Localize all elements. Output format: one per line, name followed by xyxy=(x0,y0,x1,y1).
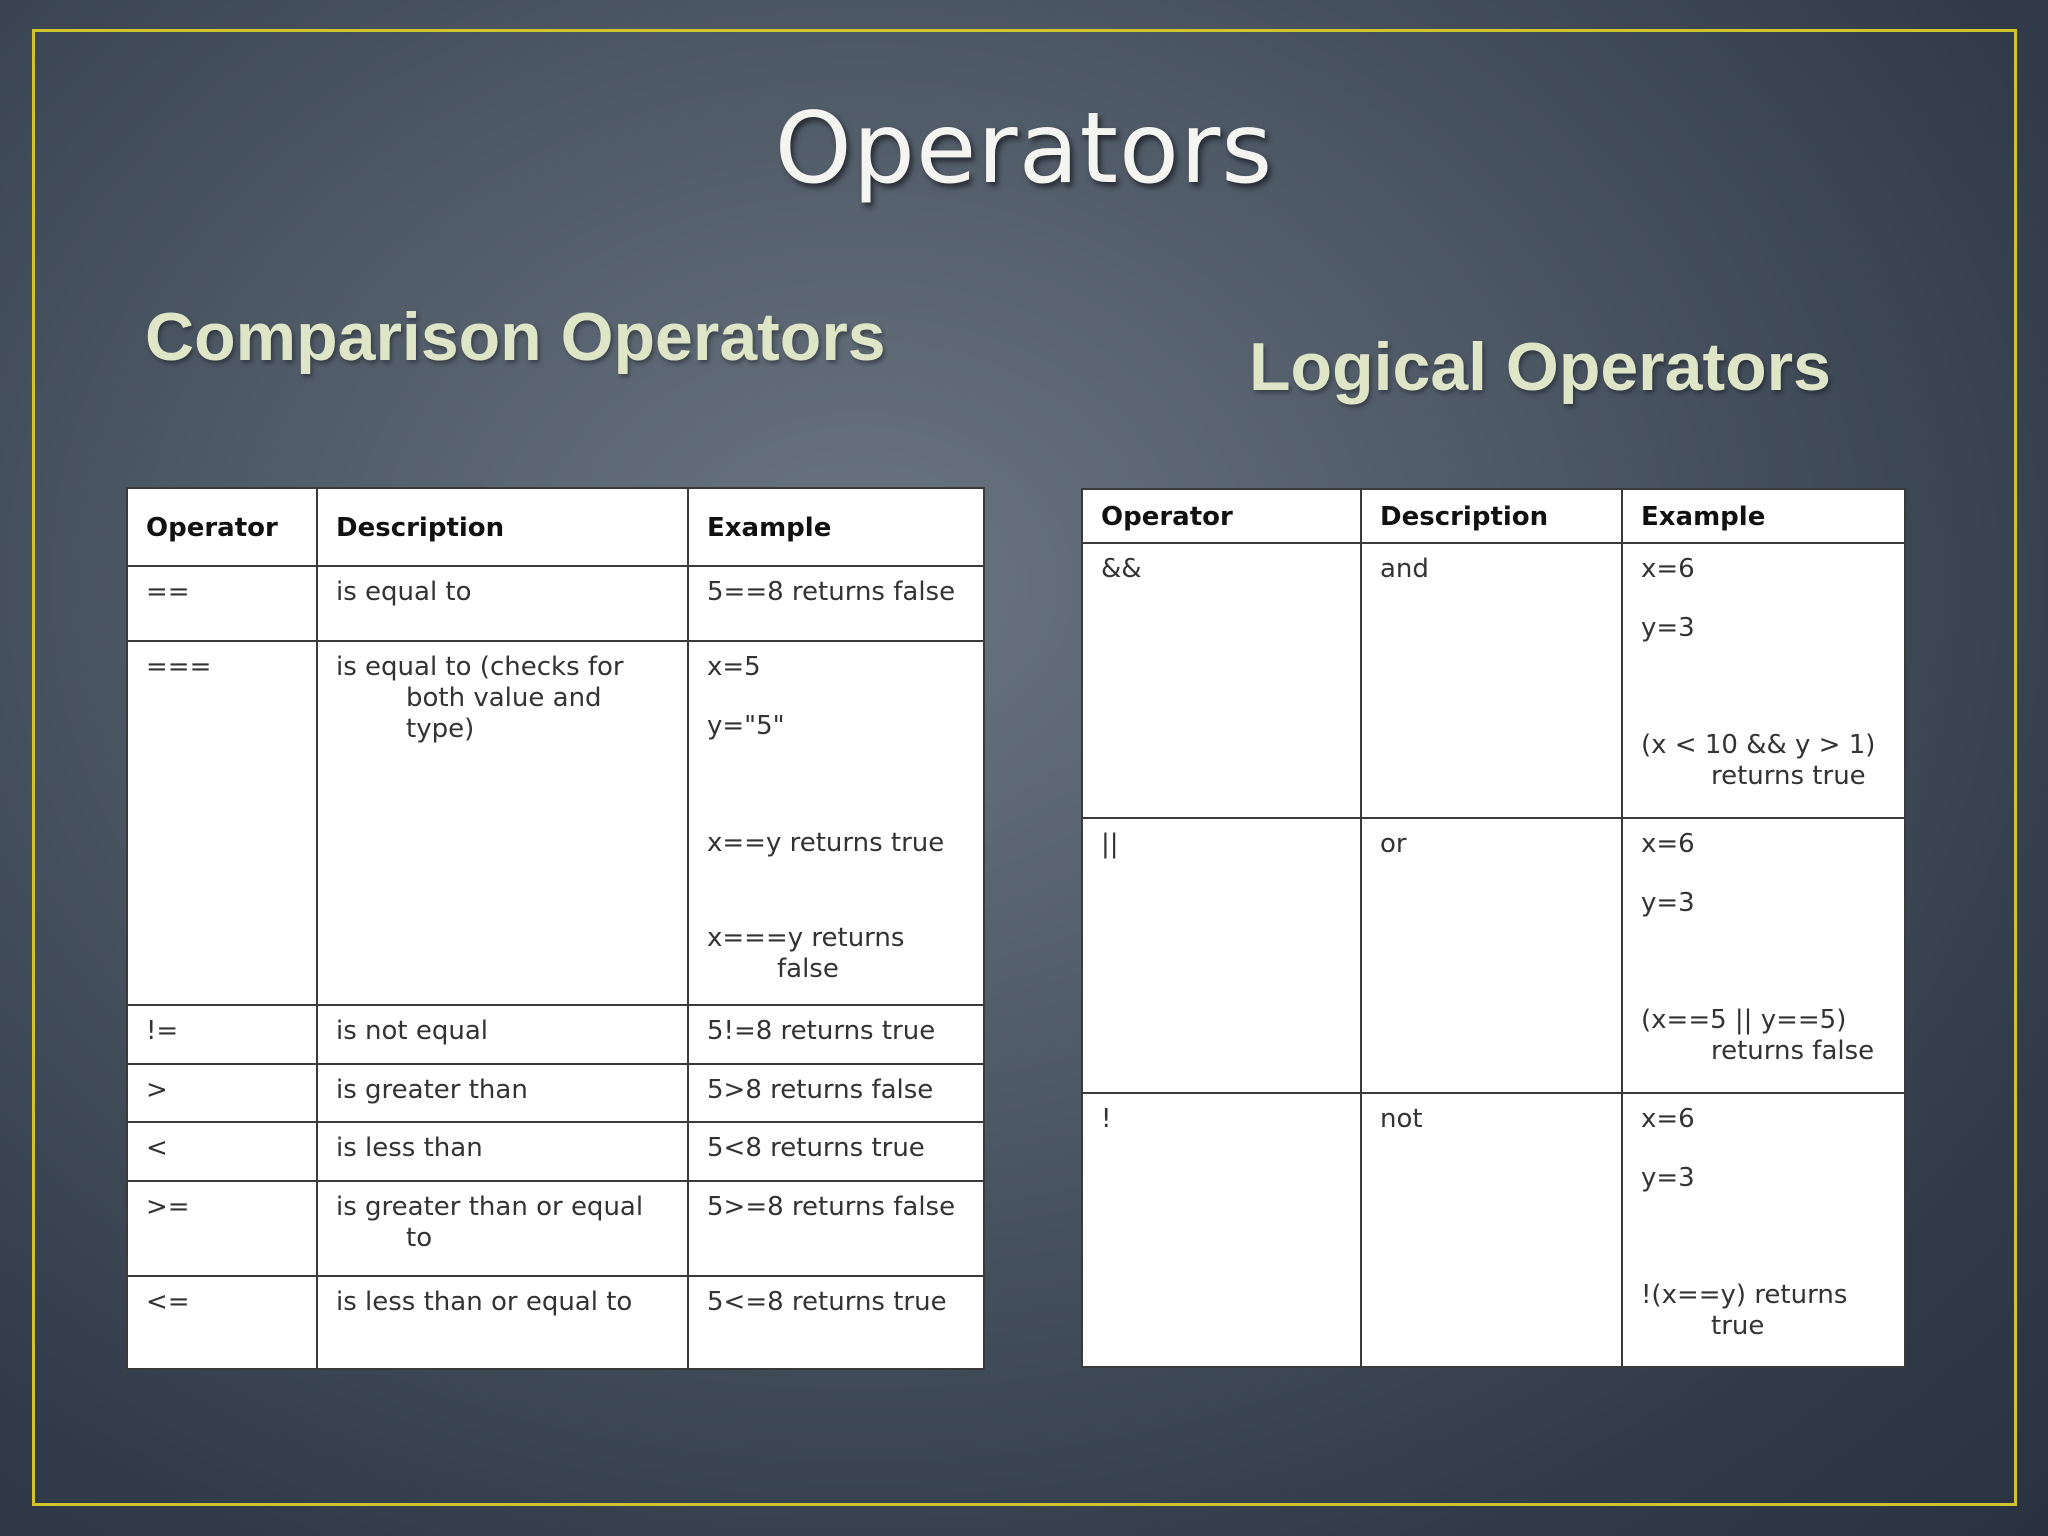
example-line: y=3 xyxy=(1641,888,1695,918)
description-cell: is less than xyxy=(317,1122,688,1181)
description-cell xyxy=(317,1181,688,1276)
example-line: true xyxy=(1711,1311,1765,1341)
description-cell: not xyxy=(1361,1093,1622,1367)
table-row xyxy=(127,566,984,641)
description-cell: is less than or equal to xyxy=(317,1276,688,1369)
example-line: (x==5 || y==5) xyxy=(1641,1005,1847,1035)
example-line: returns false xyxy=(1711,1036,1875,1066)
example-cell xyxy=(688,641,984,1005)
example-line: false xyxy=(777,954,839,984)
column-header: Description xyxy=(1361,489,1622,543)
example-line: x===y returns xyxy=(707,923,905,953)
table-row xyxy=(1082,1093,1905,1367)
example-line: !(x==y) returns xyxy=(1641,1280,1848,1310)
description-line: both value and xyxy=(406,683,602,713)
example-line: x=5 xyxy=(707,652,761,682)
example-line: y=3 xyxy=(1641,613,1695,643)
table-row xyxy=(1082,543,1905,818)
example-line: x=6 xyxy=(1641,1104,1695,1134)
operator-cell: != xyxy=(127,1005,317,1064)
example-cell: 5<=8 returns true xyxy=(688,1276,984,1369)
example-cell: 5==8 returns false xyxy=(688,566,984,641)
description-cell: is greater than xyxy=(317,1064,688,1122)
logical-heading: Logical Operators xyxy=(1249,329,1831,405)
description-line: is equal to (checks for xyxy=(336,652,624,682)
operator-cell: > xyxy=(127,1064,317,1122)
column-header: Description xyxy=(317,488,688,566)
example-line: x=6 xyxy=(1641,554,1695,584)
example-cell xyxy=(1622,1093,1905,1367)
description-cell: and xyxy=(1361,543,1622,818)
table-row xyxy=(127,641,984,1005)
table-header-row xyxy=(1082,489,1905,543)
operator-cell: == xyxy=(127,566,317,641)
example-cell: 5!=8 returns true xyxy=(688,1005,984,1064)
table-row xyxy=(127,1276,984,1369)
operator-cell: || xyxy=(1082,818,1361,1093)
operator-cell: < xyxy=(127,1122,317,1181)
example-cell: 5<8 returns true xyxy=(688,1122,984,1181)
comparison-table xyxy=(126,487,985,1370)
operator-cell: === xyxy=(127,641,317,1005)
column-header: Operator xyxy=(1082,489,1361,543)
operator-cell: <= xyxy=(127,1276,317,1369)
table-row xyxy=(127,1181,984,1276)
column-header: Example xyxy=(688,488,984,566)
description-line: to xyxy=(406,1223,433,1253)
comparison-heading: Comparison Operators xyxy=(145,299,886,375)
example-cell xyxy=(1622,818,1905,1093)
description-cell: is equal to xyxy=(317,566,688,641)
description-line: is greater than or equal xyxy=(336,1192,644,1222)
example-line: x==y returns true xyxy=(707,828,945,858)
column-header: Operator xyxy=(127,488,317,566)
operator-cell: ! xyxy=(1082,1093,1361,1367)
table-header-row xyxy=(127,488,984,566)
example-line: y=3 xyxy=(1641,1163,1695,1193)
table-row xyxy=(127,1064,984,1122)
description-cell xyxy=(317,641,688,1005)
example-cell: 5>8 returns false xyxy=(688,1064,984,1122)
logical-table xyxy=(1081,488,1906,1368)
description-cell: or xyxy=(1361,818,1622,1093)
example-cell xyxy=(1622,543,1905,818)
description-cell: is not equal xyxy=(317,1005,688,1064)
operator-cell: >= xyxy=(127,1181,317,1276)
example-line: returns true xyxy=(1711,761,1866,791)
operator-cell: && xyxy=(1082,543,1361,818)
table-row xyxy=(1082,818,1905,1093)
column-header: Example xyxy=(1622,489,1905,543)
description-line: type) xyxy=(406,714,475,744)
example-line: (x < 10 && y > 1) xyxy=(1641,730,1876,760)
table-row xyxy=(127,1005,984,1064)
example-cell: 5>=8 returns false xyxy=(688,1181,984,1276)
example-line: y="5" xyxy=(707,711,785,741)
table-row xyxy=(127,1122,984,1181)
slide-title: Operators xyxy=(774,92,1274,206)
example-line: x=6 xyxy=(1641,829,1695,859)
